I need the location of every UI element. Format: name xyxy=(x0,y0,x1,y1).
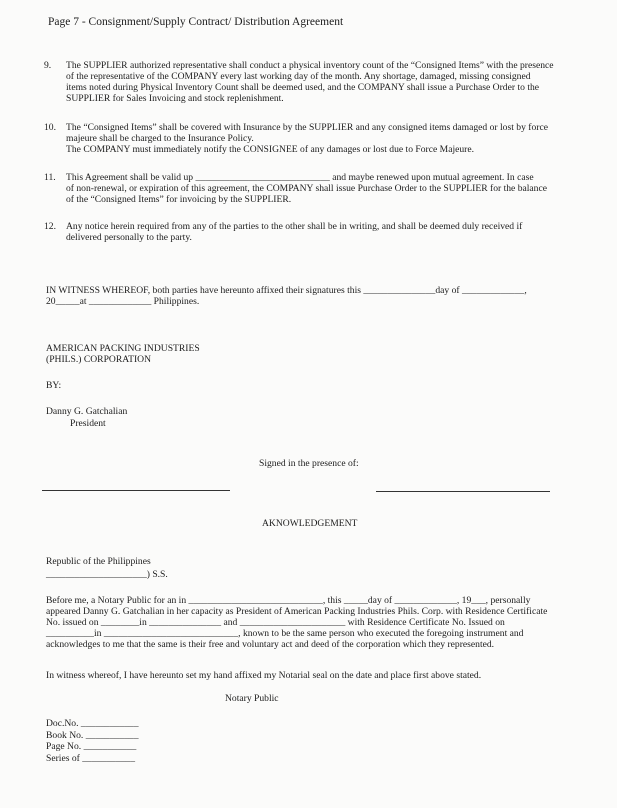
company-name: AMERICAN PACKING INDUSTRIES xyxy=(46,343,200,354)
ack-line: acknowledges to me that the same is their free and voluntary act and deed of the corporation which they represented. xyxy=(46,639,495,650)
clause-line: of non-renewal, or expiration of this agreement, the COMPANY shall issue Purchase Order to the SUPPLIER for the balance xyxy=(66,183,547,194)
clause-number: 10. xyxy=(44,122,56,133)
doc-field-label: Book No. xyxy=(46,729,84,741)
signatory-title: President xyxy=(70,418,106,429)
clause-line: The COMPANY must immediately notify the CONSIGNEE of any damages or lost due to Force Majeure. xyxy=(66,144,475,155)
doc-field-blank: ____________ xyxy=(80,718,139,729)
clause-line: of the representative of the COMPANY every last working day of the month. Any shortage, damaged, missing consigned xyxy=(66,71,531,82)
clause-number: 9. xyxy=(44,60,52,71)
clause-line: items noted during Physical Inventory Count shall be deemed used, and the COMPANY shall issue a Purchase Order to the xyxy=(66,82,540,93)
clause-12 xyxy=(44,221,589,243)
clause-number: 12. xyxy=(44,221,56,232)
clause-line: This Agreement shall be valid up ____________________________ and maybe renewed upon mutual agreement. In case xyxy=(66,172,534,183)
presence-label: Signed in the presence of: xyxy=(259,458,359,469)
acknowledgement-heading: AKNOWLEDGEMENT xyxy=(262,518,358,529)
clause-line: The SUPPLIER authorized representative shall conduct a physical inventory count of the “Consigned Items” with the presence xyxy=(66,60,554,71)
ack-line: __________in ____________________________, known to be the same person who executed the foregoing instrument and xyxy=(46,628,524,639)
clause-number: 11. xyxy=(44,172,56,183)
clause-line: SUPPLIER for Sales Invoicing and stock replenishment. xyxy=(66,93,284,104)
notary-public-label: Notary Public xyxy=(225,693,279,704)
clause-line: of the “Consigned Items” for invoicing by the SUPPLIER. xyxy=(66,194,292,205)
republic-label: Republic of the Philippines xyxy=(46,556,151,567)
witness-signature-line-left xyxy=(42,490,230,491)
witness-line: IN WITNESS WHEREOF, both parties have hereunto affixed their signatures this _______________day of _____________, xyxy=(46,285,527,296)
witness-line: 20_____at _____________ Philippines. xyxy=(46,296,200,307)
company-name: (PHILS.) CORPORATION xyxy=(46,354,152,365)
page-header: Page 7 - Consignment/Supply Contract/ Distribution Agreement xyxy=(48,16,344,28)
doc-field-label: Doc.No. xyxy=(46,718,79,729)
ack-line: Before me, a Notary Public for an in ____________________________, this _____day of _____________, 19___, personally xyxy=(46,595,531,606)
clause-line: majeure shall be charged to the Insurance Policy. xyxy=(66,133,254,144)
company-block xyxy=(46,343,200,365)
doc-field xyxy=(46,753,138,765)
doc-field-blank: ___________ xyxy=(82,752,136,764)
clause-9 xyxy=(44,60,589,104)
by-label: BY: xyxy=(46,380,62,391)
signatory-name: Danny G. Gatchalian xyxy=(46,406,128,417)
doc-field-label: Page No. xyxy=(46,741,82,752)
doc-field-blank: ___________ xyxy=(85,729,139,741)
clause-line: The “Consigned Items” shall be covered with Insurance by the SUPPLIER and any consigned items damaged or lost by force xyxy=(66,122,548,133)
doc-field xyxy=(46,741,138,753)
doc-fields xyxy=(46,718,138,764)
doc-field-label: Series of xyxy=(46,752,80,764)
clause-10 xyxy=(44,122,589,155)
doc-field xyxy=(46,730,138,742)
witness-signature-line-right xyxy=(376,491,550,492)
witness-clause xyxy=(46,285,591,307)
ss-line: _____________________) S.S. xyxy=(46,569,168,580)
clause-line: Any notice herein required from any of the parties to the other shall be in writing, and shall be deemed duly received if xyxy=(66,221,523,232)
clause-11 xyxy=(44,172,589,205)
acknowledgement-body xyxy=(46,595,586,650)
doc-field-blank: ___________ xyxy=(83,741,137,752)
doc-field xyxy=(46,718,138,730)
ack-line: appeared Danny G. Gatchalian in her capacity as President of American Packing Industries Phils. Corp. with Residence Certificate xyxy=(46,606,548,617)
ack-line: No. issued on ________in _______________ and ______________________ with Residence Certificate No. Issued on xyxy=(46,617,505,628)
closing-statement: In witness whereof, I have hereunto set my hand affixed my Notarial seal on the date and place first above stated. xyxy=(46,670,482,681)
clause-line: delivered personally to the party. xyxy=(66,232,192,243)
